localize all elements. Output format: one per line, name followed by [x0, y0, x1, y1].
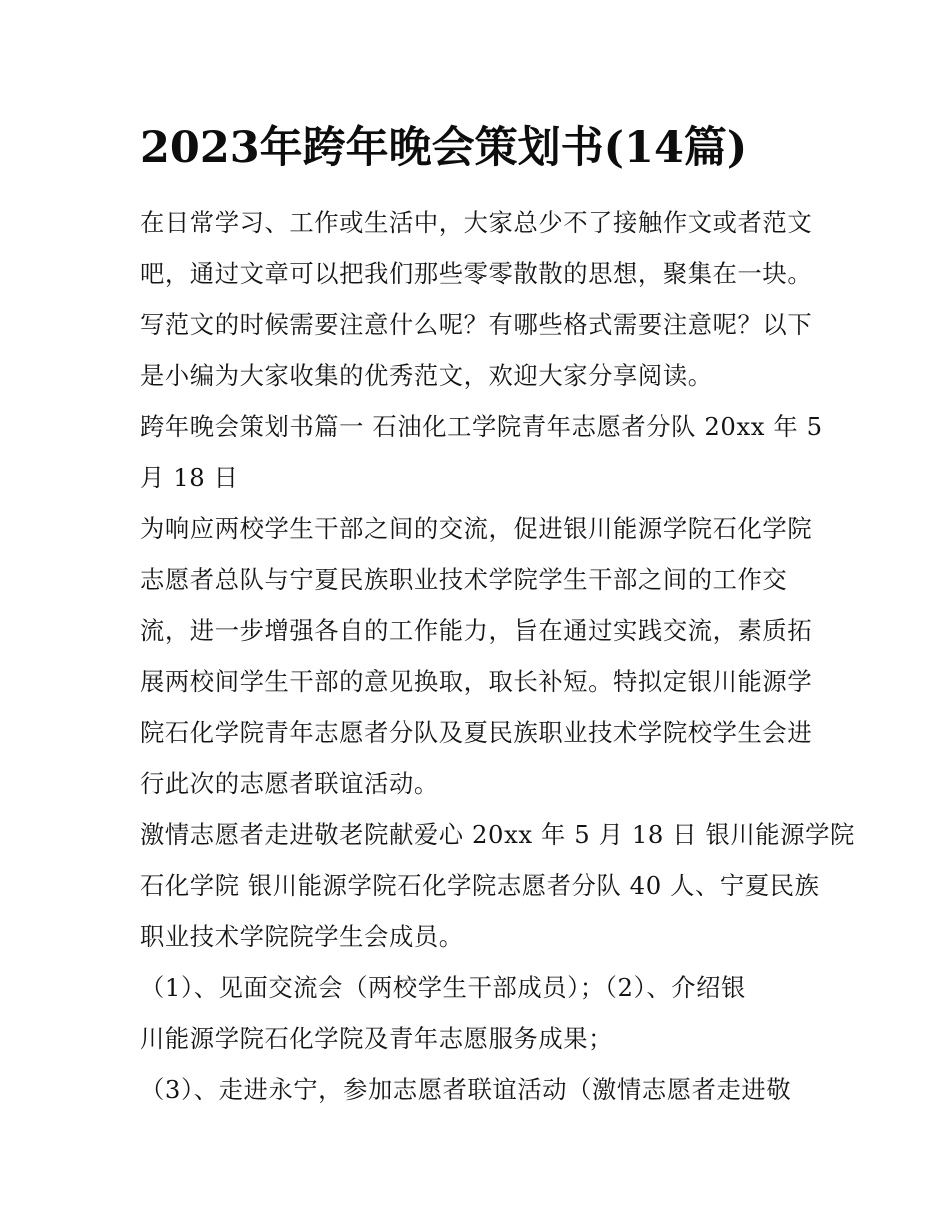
text-line: 石化学院 银川能源学院石化学院志愿者分队 40 人、宁夏民族: [140, 871, 820, 900]
text-line: 跨年晚会策划书篇一 石油化工学院青年志愿者分队 20xx 年 5: [140, 412, 823, 441]
text-line: 吧，通过文章可以把我们那些零零散散的思想，聚集在一块。: [140, 259, 813, 288]
text-line: 川能源学院石化学院及青年志愿服务成果；: [140, 1024, 614, 1053]
text-line: （1）、见面交流会（两校学生干部成员）；（2）、介绍银: [140, 973, 746, 1002]
text-line: 写范文的时候需要注意什么呢？有哪些格式需要注意呢？以下: [140, 310, 813, 339]
paragraph-intro: [140, 197, 820, 401]
text-line: 激情志愿者走进敬老院献爱心 20xx 年 5 月 18 日 银川能源学院: [140, 820, 855, 849]
text-line: 为响应两校学生干部之间的交流，促进银川能源学院石化学院: [140, 514, 813, 543]
text-line: 职业技术学院院学生会成员。: [140, 922, 464, 951]
text-line: 是小编为大家收集的优秀范文，欢迎大家分享阅读。: [140, 361, 713, 390]
paragraph-activity-info: [140, 809, 855, 962]
text-line: 行此次的志愿者联谊活动。: [140, 769, 439, 798]
paragraph-purpose: [140, 503, 820, 809]
text-line: 月 18 日: [140, 463, 239, 492]
text-line: 志愿者总队与宁夏民族职业技术学院学生干部之间的工作交: [140, 565, 788, 594]
text-line: 在日常学习、工作或生活中，大家总少不了接触作文或者范文: [140, 208, 813, 237]
text-line: 展两校间学生干部的意见换取，取长补短。特拟定银川能源学: [140, 667, 813, 696]
text-line: 院石化学院青年志愿者分队及夏民族职业技术学院校学生会进: [140, 718, 813, 747]
paragraph-section-heading: [140, 401, 823, 503]
paragraph-agenda-1: [140, 962, 820, 1064]
text-line: 流，进一步增强各自的工作能力，旨在通过实践交流，素质拓: [140, 616, 813, 645]
text-line: （3）、走进永宁，参加志愿者联谊活动（激情志愿者走进敬: [140, 1075, 792, 1104]
document-title: 2023年跨年晚会策划书(14篇): [140, 123, 748, 173]
document-body: [140, 197, 855, 1115]
paragraph-agenda-2: [140, 1064, 820, 1115]
